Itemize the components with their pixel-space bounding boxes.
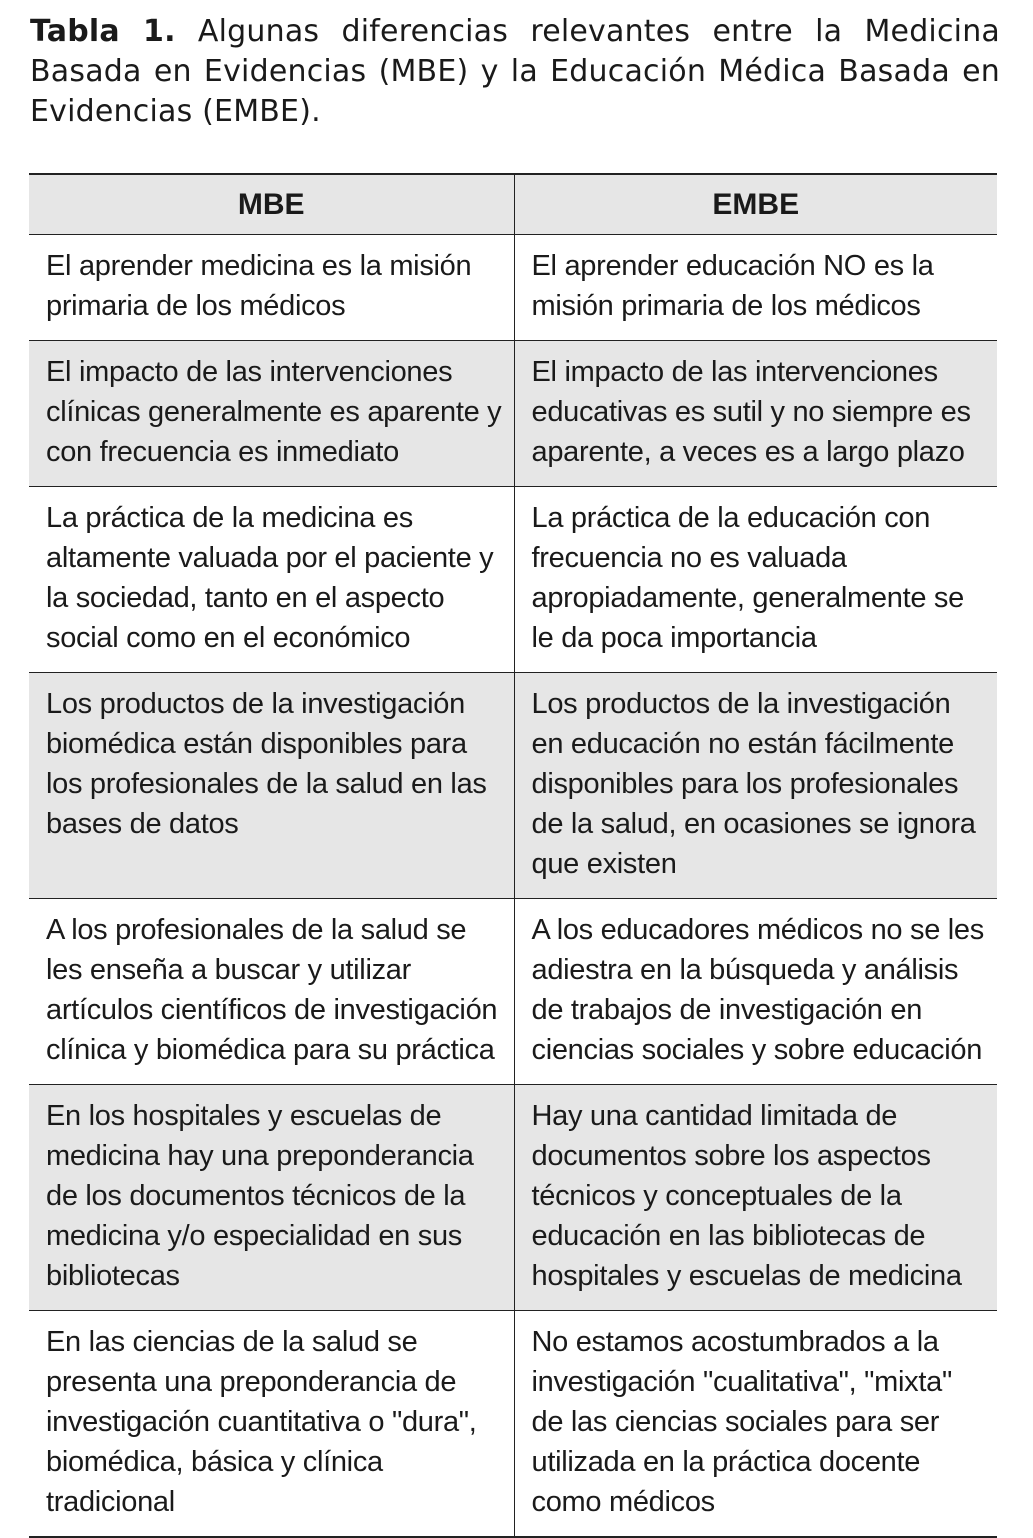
comparison-table bbox=[29, 173, 997, 1538]
table-header-row bbox=[29, 174, 997, 235]
cell-mbe: La práctica de la medicina es altamente valuada por el paciente y la sociedad, tanto en el aspecto social como en el económico bbox=[29, 487, 514, 673]
table-row bbox=[29, 673, 997, 899]
table-row bbox=[29, 487, 997, 673]
table-row bbox=[29, 341, 997, 487]
table-row bbox=[29, 1311, 997, 1538]
cell-mbe: En las ciencias de la salud se presenta una preponderancia de investigación cuantitativa o "dura", biomédica, básica y clínica tradicional bbox=[29, 1311, 514, 1538]
cell-embe: No estamos acostumbrados a la investigación "cualitativa", "mixta" de las ciencias sociales para ser utilizada en la práctica docente como médicos bbox=[514, 1311, 997, 1538]
cell-embe: Los productos de la investigación en educación no están fácilmente disponibles para los profesionales de la salud, en ocasiones se ignora que existen bbox=[514, 673, 997, 899]
caption-label: Tabla 1. bbox=[30, 14, 176, 49]
cell-embe: El impacto de las intervenciones educativas es sutil y no siempre es aparente, a veces es a largo plazo bbox=[514, 341, 997, 487]
column-header-embe: EMBE bbox=[514, 174, 997, 235]
cell-mbe: Los productos de la investigación biomédica están disponibles para los profesionales de la salud en las bases de datos bbox=[29, 673, 514, 899]
column-header-mbe: MBE bbox=[29, 174, 514, 235]
cell-embe: La práctica de la educación con frecuencia no es valuada apropiadamente, generalmente se le da poca importancia bbox=[514, 487, 997, 673]
cell-mbe: El aprender medicina es la misión primaria de los médicos bbox=[29, 235, 514, 341]
caption-text: Algunas diferencias relevantes entre la Medicina Basada en Evidencias (MBE) y la Educación Médica Basada en Evidencias (EMBE). bbox=[30, 14, 1000, 129]
cell-embe: A los educadores médicos no se les adiestra en la búsqueda y análisis de trabajos de investigación en ciencias sociales y sobre educación bbox=[514, 899, 997, 1085]
table-row bbox=[29, 1085, 997, 1311]
cell-mbe: El impacto de las intervenciones clínicas generalmente es aparente y con frecuencia es inmediato bbox=[29, 341, 514, 487]
cell-mbe: A los profesionales de la salud se les enseña a buscar y utilizar artículos científicos de investigación clínica y biomédica para su práctica bbox=[29, 899, 514, 1085]
table-caption bbox=[30, 12, 1000, 132]
cell-embe: Hay una cantidad limitada de documentos sobre los aspectos técnicos y conceptuales de la educación en las bibliotecas de hospitales y escuelas de medicina bbox=[514, 1085, 997, 1311]
table-row bbox=[29, 235, 997, 341]
table-row bbox=[29, 899, 997, 1085]
cell-mbe: En los hospitales y escuelas de medicina hay una preponderancia de los documentos técnicos de la medicina y/o especialidad en sus bibliotecas bbox=[29, 1085, 514, 1311]
cell-embe: El aprender educación NO es la misión primaria de los médicos bbox=[514, 235, 997, 341]
